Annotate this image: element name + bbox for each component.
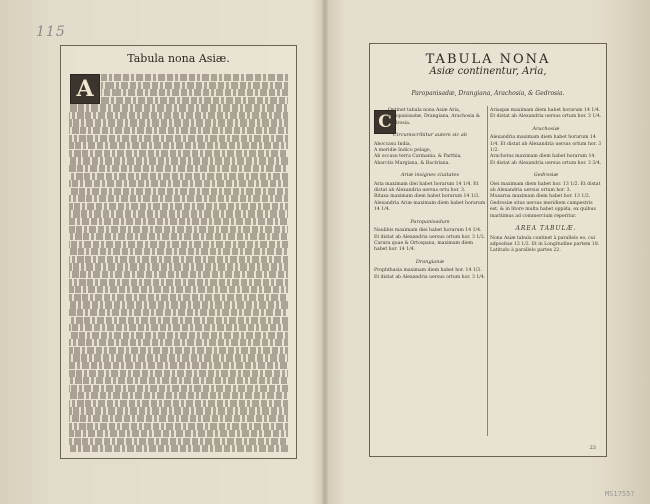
col-heading: Paropanisadum bbox=[410, 218, 450, 225]
folio-number: 23 bbox=[589, 445, 596, 451]
left-text-panel bbox=[60, 45, 297, 459]
text-line bbox=[69, 142, 288, 149]
col-entry: Carura quae & Ortospana, maximam diem habet hor. 14 1/4. bbox=[374, 240, 473, 253]
text-line bbox=[69, 256, 288, 263]
col-entry: Aboccasu India, bbox=[374, 141, 412, 147]
text-line bbox=[69, 188, 288, 195]
text-line bbox=[69, 385, 288, 392]
text-line bbox=[69, 263, 288, 270]
text-line bbox=[69, 157, 288, 164]
col-entry: Ab occasu terra Carmania, & Parthia, bbox=[374, 154, 462, 160]
right-page-subtitle: Asiæ continentur, Aria, bbox=[429, 66, 547, 77]
text-line bbox=[69, 354, 288, 361]
col-entry: Alexandria Ariæ maximam diem habet horarum 14 1/4. bbox=[374, 200, 486, 213]
text-line bbox=[69, 309, 288, 316]
col-entry: Ontinet tabula nona Asiæ Aria, Paropanisadæ, Drangiana, Arachosia & Gedrosia. bbox=[388, 108, 480, 126]
col-heading: Ariæ insignes ciuitates bbox=[400, 172, 460, 179]
text-line bbox=[101, 97, 288, 104]
decorated-initial-a: A bbox=[70, 74, 100, 104]
text-line bbox=[69, 324, 288, 331]
text-line bbox=[69, 271, 288, 278]
text-line bbox=[69, 210, 288, 217]
left-body-text bbox=[69, 74, 288, 452]
center-fold bbox=[322, 0, 328, 504]
text-line bbox=[69, 347, 288, 354]
text-line bbox=[69, 226, 288, 233]
column-rule bbox=[487, 106, 488, 436]
col-heading: Arachosiæ bbox=[532, 125, 560, 132]
col-entry: Abarctis Margiana, & Bactriana. bbox=[374, 160, 450, 166]
left-column bbox=[374, 108, 486, 281]
text-line bbox=[69, 135, 288, 142]
text-line bbox=[69, 445, 288, 452]
text-line bbox=[69, 377, 288, 384]
text-line bbox=[69, 203, 288, 210]
col-entry: Bitaxa maximam diem habet horarum 14 1/3. bbox=[374, 194, 480, 200]
col-entry: Gedrosiæ situs uersus meridiem campestris est, & in litore multa habet oppida, ex quibus maritimus ad commercium reperitur. bbox=[490, 200, 596, 219]
right-text-panel bbox=[369, 43, 607, 457]
col-heading: Circumscribitur autem sic ab bbox=[392, 132, 468, 139]
col-entry: Aria maximam diei habet horarum 14 1/4. Et distat ab Alexandria uersus ortu hor. 3. bbox=[374, 181, 479, 194]
col-entry: Naulibis maximam diei habet horarum 14 1/4. Et distat ab Alexandria uersus ortum hor. 3 1/2. bbox=[374, 228, 486, 240]
col-entry: Arachotus maximam diem habet horarum 14. Et distat ab Alexandria uersus ortum hor. 3 3/4. bbox=[490, 154, 602, 166]
text-line bbox=[69, 392, 288, 399]
right-page-subtitle-2: Paropanisadæ, Drangiana, Arachosia, & Gedrosia. bbox=[411, 90, 565, 97]
col-entry: Ariaspæ maximam diem habet horarum 14 1/4. Et distat ab Alexandria uersus ortum hor. 3 1/4. bbox=[490, 108, 602, 120]
col-entry: Musarna maximam diem habet hor. 13 1/2. bbox=[490, 194, 591, 200]
text-line bbox=[69, 286, 288, 293]
text-line bbox=[69, 104, 288, 111]
text-line bbox=[69, 180, 288, 187]
text-line bbox=[101, 74, 288, 81]
col-entry: Alexandria maximam diem habet horarum 14 1/4. Et distat ab Alexandria uersus ortum hor. 3 1/2. bbox=[490, 135, 602, 154]
text-line bbox=[101, 89, 288, 96]
pencil-margin-note: 115 bbox=[36, 24, 66, 40]
text-line bbox=[69, 218, 288, 225]
left-page-title: Tabula nona Asiæ. bbox=[127, 52, 230, 65]
text-line bbox=[69, 423, 288, 430]
text-line bbox=[69, 294, 288, 301]
text-line bbox=[69, 430, 288, 437]
col-entry: Nona Asiæ tabula continet à parallelo eo, cui adpositae 13 1/2. Et in Longitudine partem 18. Latitudo à parallelo partes 22. bbox=[490, 235, 600, 254]
catalog-stamp: MS1755? bbox=[605, 490, 635, 498]
text-line bbox=[69, 370, 288, 377]
text-line bbox=[69, 233, 288, 240]
text-line bbox=[69, 195, 288, 202]
text-line bbox=[69, 415, 288, 422]
text-line bbox=[69, 279, 288, 286]
right-page-title: TABULA NONA bbox=[425, 52, 551, 67]
text-line bbox=[69, 407, 288, 414]
text-line bbox=[69, 112, 288, 119]
text-line bbox=[69, 339, 288, 346]
text-line bbox=[69, 248, 288, 255]
text-line bbox=[69, 301, 288, 308]
area-heading: AREA TABULÆ. bbox=[515, 225, 577, 233]
col-heading: Drangianæ bbox=[415, 258, 445, 265]
right-column bbox=[490, 108, 602, 255]
text-line bbox=[69, 173, 288, 180]
col-entry: Oiei maximam diem habet hor. 13 1/2. Et distat ab Alexandria uersus ortum hor. 3. bbox=[490, 181, 601, 194]
decorated-initial-c: C bbox=[374, 110, 396, 134]
text-line bbox=[69, 332, 288, 339]
text-line bbox=[69, 317, 288, 324]
text-line bbox=[69, 150, 288, 157]
text-line bbox=[69, 438, 288, 445]
text-line bbox=[69, 119, 288, 126]
text-line bbox=[69, 127, 288, 134]
col-heading: Gedrosiæ bbox=[533, 172, 559, 179]
col-entry: A meridie Indico pelago, bbox=[374, 148, 432, 154]
col-entry: Prophthasia maximam diem habet hor. 14 1/3. Et distat ab Alexandria uersus ortum hor. 3 1/4. bbox=[374, 268, 486, 280]
text-line bbox=[69, 165, 288, 172]
text-line bbox=[69, 241, 288, 248]
text-line bbox=[69, 362, 288, 369]
text-line bbox=[69, 400, 288, 407]
text-line bbox=[101, 82, 288, 89]
